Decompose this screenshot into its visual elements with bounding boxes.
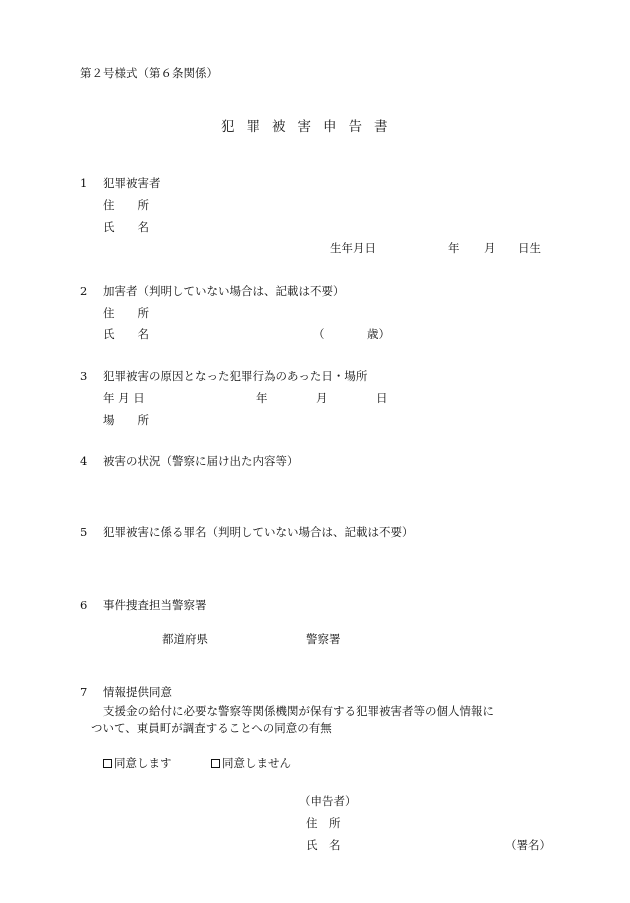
section-4-heading: 被害の状況（警察に届け出た内容等） [103, 454, 299, 468]
section-1-heading: 犯罪被害者 [103, 176, 161, 190]
section-7-number: 7 [80, 685, 88, 699]
offender-address-label: 住 所 [103, 306, 149, 320]
applicant-label: （申告者） [299, 794, 357, 808]
agree-label: 同意します [114, 756, 172, 770]
birth-month-label: 月 [484, 241, 496, 255]
section-2-heading: 加害者（判明していない場合は、記載は不要） [103, 284, 345, 298]
birth-day-label: 日生 [518, 241, 541, 255]
victim-name-label: 氏 名 [103, 220, 149, 234]
section-5-number: 5 [80, 525, 88, 539]
victim-address-label: 住 所 [103, 198, 149, 212]
incident-day-label: 日 [376, 391, 388, 405]
section-3-number: 3 [80, 369, 88, 383]
form-number: 第２号様式（第６条関係） [80, 66, 218, 80]
disagree-label: 同意しません [222, 756, 291, 770]
applicant-address-label: 住 所 [306, 816, 341, 830]
agree-checkbox[interactable] [103, 759, 112, 768]
page-title: 犯罪被害申告書 [221, 119, 400, 135]
section-4-number: 4 [80, 454, 88, 468]
section-6-heading: 事件捜査担当警察署 [103, 598, 207, 612]
section-6-number: 6 [80, 598, 88, 612]
incident-month-label: 月 [316, 391, 328, 405]
prefecture-label: 都道府県 [162, 632, 208, 646]
section-5-heading: 犯罪被害に係る罪名（判明していない場合は、記載は不要） [103, 525, 414, 539]
consent-text-line-2: ついて、東員町が調査することへの同意の有無 [91, 721, 332, 735]
incident-date-label: 年 月 日 [103, 391, 145, 405]
incident-year-label: 年 [256, 391, 268, 405]
signature-label: （署名） [505, 838, 551, 852]
birth-year-label: 年 [448, 241, 460, 255]
disagree-checkbox[interactable] [211, 759, 220, 768]
agree-option[interactable] [103, 758, 172, 770]
section-7-heading: 情報提供同意 [103, 685, 172, 699]
age-label: 歳） [367, 327, 390, 341]
section-1-number: 1 [80, 176, 88, 190]
disagree-option[interactable] [211, 758, 291, 770]
offender-name-label: 氏 名 [103, 327, 149, 341]
incident-place-label: 場 所 [103, 413, 149, 427]
age-open-paren: （ [313, 327, 325, 341]
birthdate-label: 生年月日 [330, 241, 376, 255]
consent-text-line-1: 支援金の給付に必要な警察等関係機関が保有する犯罪被害者等の個人情報に [103, 704, 494, 718]
applicant-name-label: 氏 名 [306, 838, 341, 852]
police-station-label: 警察署 [306, 632, 341, 646]
section-3-heading: 犯罪被害の原因となった犯罪行為のあった日・場所 [103, 369, 368, 383]
section-2-number: 2 [80, 284, 88, 298]
